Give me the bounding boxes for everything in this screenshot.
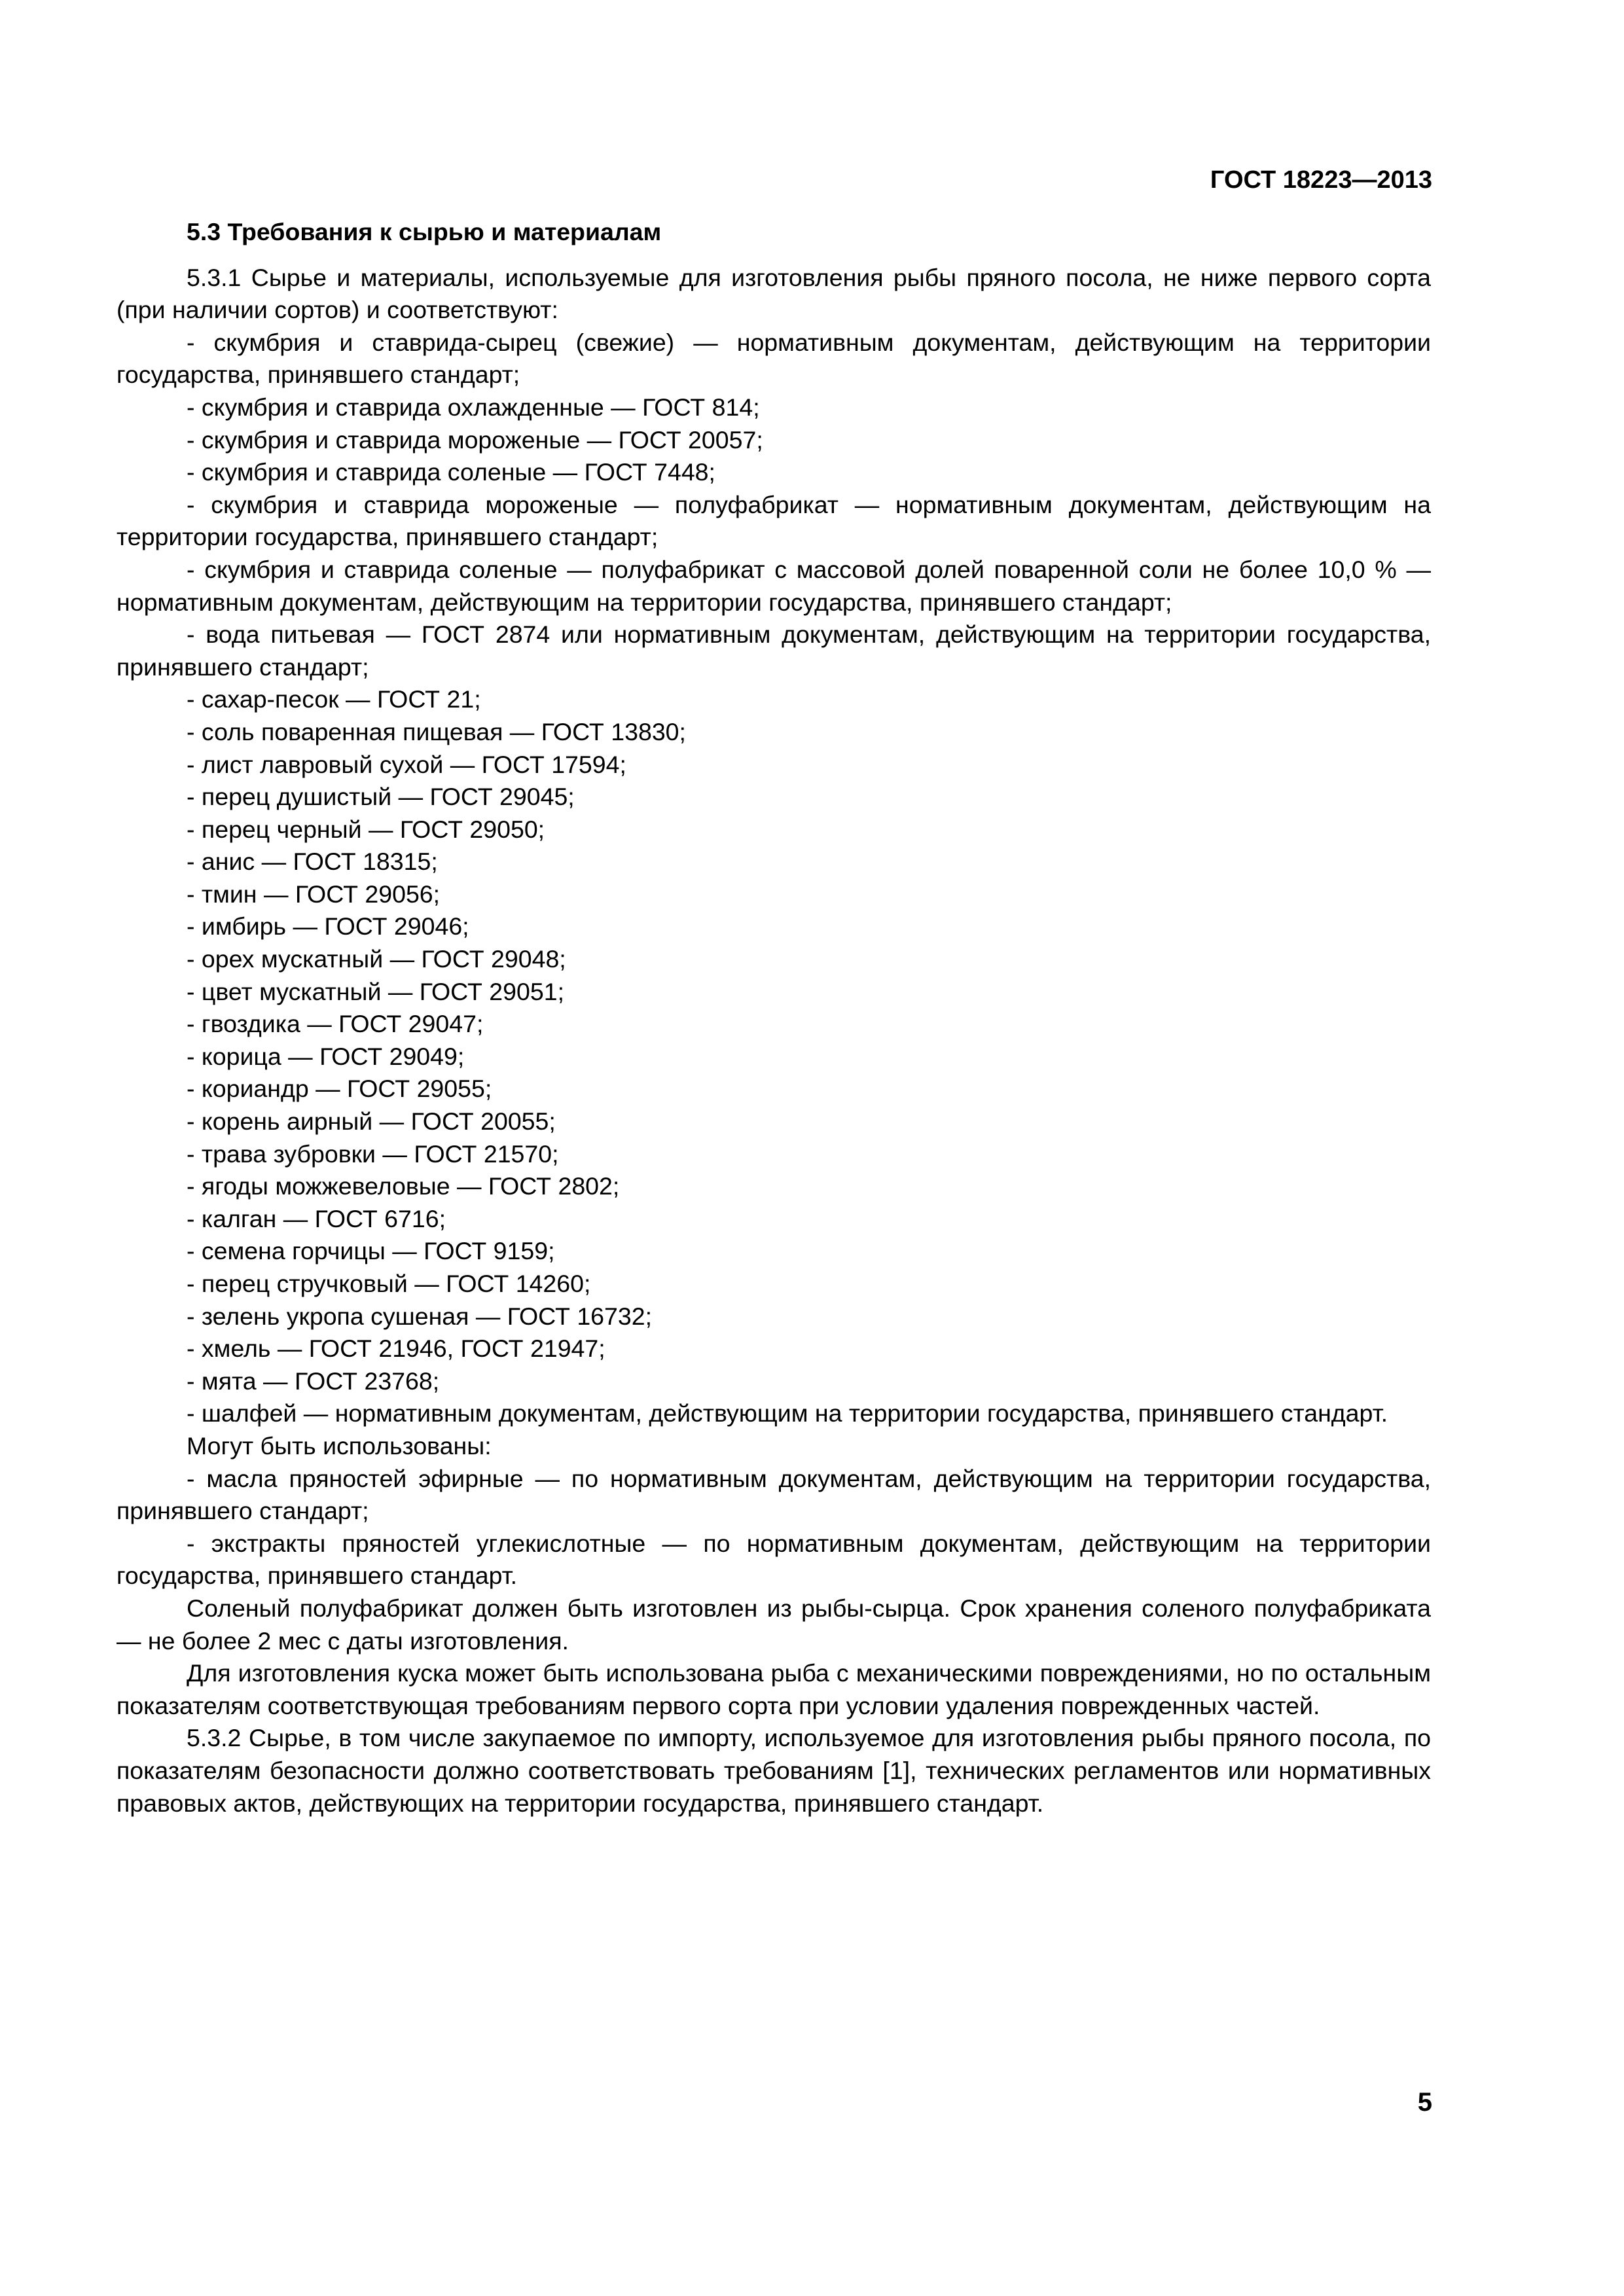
section-title: 5.3 Требования к сырью и материалам (187, 218, 662, 245)
paragraph: - ягоды можжевеловые — ГОСТ 2802; (187, 1172, 620, 1200)
paragraph: - трава зубровки — ГОСТ 21570; (187, 1139, 559, 1168)
paragraph: - имбирь — ГОСТ 29046; (187, 912, 469, 941)
paragraph: - перец душистый — ГОСТ 29045; (187, 783, 575, 811)
paragraph: - корица — ГОСТ 29049; (187, 1042, 465, 1070)
paragraph: - гвоздика — ГОСТ 29047; (187, 1010, 484, 1038)
paragraph: - зелень укропа сушеная — ГОСТ 16732; (187, 1302, 653, 1330)
paragraph: - вода питьевая — ГОСТ 2874 или нормативным документам, действующим на территории государства, принявшего стандарт; (117, 620, 1431, 681)
paragraph: 5.3.2 Сырье, в том числе закупаемое по импорту, используемое для изготовления рыбы пряного посола, по показателям безопасности должно соответствовать требованиям [1], технических регламентов или нормативных правовых актов, действующих на территории государства, принявшего стандарт. (117, 1724, 1431, 1817)
paragraph: Могут быть использованы: (187, 1431, 492, 1460)
page-content (117, 216, 1431, 1820)
paragraph: - перец черный — ГОСТ 29050; (187, 815, 545, 843)
paragraph: - скумбрия и ставрида мороженые — полуфабрикат — нормативным документам, действующим на территории государства, принявшего стандарт; (117, 490, 1431, 551)
paragraph: - корень аирный — ГОСТ 20055; (187, 1107, 556, 1136)
paragraph: 5.3.1 Сырье и материалы, используемые для изготовления рыбы пряного посола, не ниже первого сорта (при наличии сортов) и соответствуют: (117, 263, 1431, 324)
paragraph: - цвет мускатный — ГОСТ 29051; (187, 977, 564, 1005)
paragraph: - скумбрия и ставрида соленые — полуфабрикат с массовой долей поваренной соли не более 10,0 % — нормативным документам, действующим на территории государства, принявшего стандарт; (117, 555, 1431, 616)
paragraph: - лист лавровый сухой — ГОСТ 17594; (187, 750, 626, 778)
paragraph: - скумбрия и ставрида мороженые — ГОСТ 20057; (187, 425, 763, 454)
paragraph: - скумбрия и ставрида охлажденные — ГОСТ 814; (187, 393, 760, 421)
paragraph: - кориандр — ГОСТ 29055; (187, 1075, 492, 1103)
paragraph: - семена горчицы — ГОСТ 9159; (187, 1237, 555, 1265)
paragraph: - скумбрия и ставрида-сырец (свежие) — нормативным документам, действующим на территории государства, принявшего стандарт; (117, 328, 1431, 389)
paragraph: - шалфей — нормативным документам, действующим на территории государства, принявшего стандарт. (187, 1399, 1388, 1427)
paragraph: - сахар-песок — ГОСТ 21; (187, 685, 481, 713)
paragraph: - хмель — ГОСТ 21946, ГОСТ 21947; (187, 1335, 605, 1363)
standard-header: ГОСТ 18223—2013 (1210, 166, 1432, 194)
paragraph: - масла пряностей эфирные — по нормативным документам, действующим на территории государства, принявшего стандарт; (117, 1464, 1431, 1525)
paragraph-list (117, 262, 1431, 1820)
paragraph: - соль поваренная пищевая — ГОСТ 13830; (187, 717, 686, 745)
paragraph: Для изготовления куска может быть использована рыба с механическими повреждениями, но по остальным показателям соответствующая требованиям первого сорта при условии удаления поврежденных частей. (117, 1659, 1431, 1719)
paragraph: - мята — ГОСТ 23768; (187, 1367, 440, 1395)
paragraph: - экстракты пряностей углекислотные — по нормативным документам, действующим на территории государства, принявшего стандарт. (117, 1529, 1431, 1590)
paragraph: - тмин — ГОСТ 29056; (187, 880, 441, 908)
paragraph: Соленый полуфабрикат должен быть изготовлен из рыбы-сырца. Срок хранения соленого полуфабриката — не более 2 мес с даты изготовления. (117, 1594, 1431, 1655)
page-number: 5 (1417, 2088, 1432, 2117)
paragraph: - скумбрия и ставрида соленые — ГОСТ 7448; (187, 458, 715, 486)
paragraph: - орех мускатный — ГОСТ 29048; (187, 945, 566, 973)
paragraph: - анис — ГОСТ 18315; (187, 848, 438, 876)
paragraph: - перец стручковый — ГОСТ 14260; (187, 1270, 591, 1297)
paragraph: - калган — ГОСТ 6716; (187, 1204, 446, 1232)
